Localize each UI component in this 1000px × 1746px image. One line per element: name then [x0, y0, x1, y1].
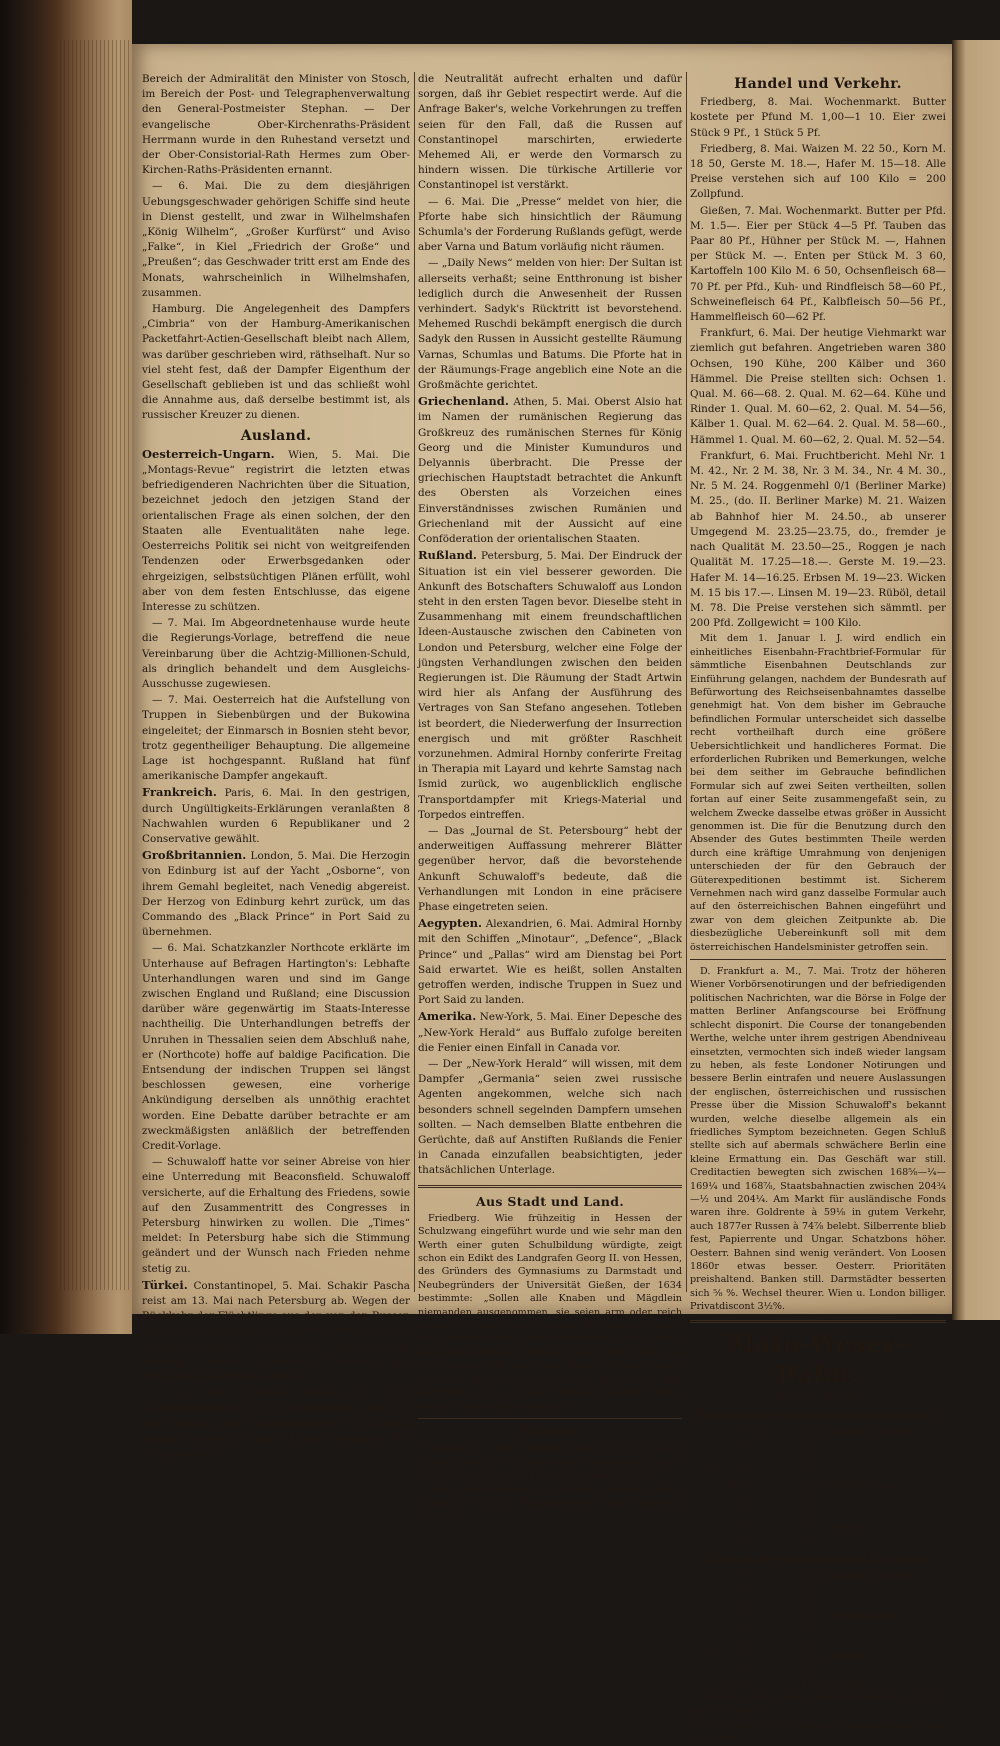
timetable-cell-hour: 9	[738, 1663, 746, 1676]
country-heading-russland: Rußland.	[418, 548, 477, 563]
timetable-cell-min: 51	[800, 1663, 814, 1676]
timetable-cell-mark	[708, 1677, 724, 1691]
column-left	[142, 72, 411, 1461]
article-paragraph: — 6. Mai. Die zu dem diesjährigen Uebungsgeschwader gehörigen Schiffe sind heute in Dienst gestellt, und zwar in Wilhelmshafen „König Wilhelm“, „Großer Kurfürst“ und Aviso „Falke“, in Kiel „Friedrich der Große“ und „Preußen“; das Geschwader tritt erst am Ende des Monats, wahrscheinlich in Wilhelmshafen, zusammen.	[142, 180, 410, 299]
article-paragraph: — Der „New-York Herald“ will wissen, mit dem Dampfer „Germania“ seien zwei russische Agenten angekommen, welche sich nach besonders schnell segelnden Dampfern umsehen sollten. — Nach demselben Blatte entbehren die Gerüchte, daß auf Anstiften Rußlands die Fenier in Canada einzufallen beabsichtigten, jeder thatsächlichen Unterlage.	[418, 1058, 682, 1177]
timetable-row	[708, 1534, 920, 1548]
timetable-cell-hour: 3	[738, 1425, 746, 1438]
timetable-row	[708, 1439, 920, 1453]
country-heading-tuerkei: Türkei.	[142, 1277, 188, 1292]
timetable-cell-min: 21	[800, 1609, 814, 1622]
timetable-cell-u: „	[751, 1452, 757, 1465]
timetable-cell-hour: 6	[738, 1438, 746, 1451]
timetable-cell-u: Uhr	[751, 1425, 772, 1438]
timetable-cell-hour: 7	[738, 1568, 746, 1581]
timetable-cell-u: „	[751, 1520, 757, 1533]
timetable-cell-mark	[708, 1609, 724, 1623]
section-divider	[418, 1418, 682, 1419]
country-heading-frankreich: Frankreich.	[142, 785, 217, 800]
timetable-cell-min: 34	[800, 1533, 814, 1546]
timetable-cell-label: „ Nachmittags,	[819, 1609, 899, 1622]
timetable-note: Die Züge mit 1 Stern sind Schnellzüge mit I. II. und III. Classe.	[690, 1691, 946, 1717]
timetable-cell-label: „	[819, 1622, 825, 1635]
timetable-cell-mark	[708, 1596, 724, 1610]
timetable-cell-u: „	[751, 1438, 757, 1451]
timetable-cell-hour: 9	[738, 1465, 746, 1478]
timetable-cell-hour: 3	[738, 1622, 746, 1635]
timetable-row	[708, 1493, 920, 1507]
timetable-cell-mark: **	[711, 1465, 722, 1478]
timetable-row	[708, 1637, 920, 1651]
article-paragraph: Wien, 5. Mai. Die „Montags-Revue“ registrirt die letzten etwas befriedigenderen Nachrichten über die Situation, bezeichnet jedoch den jetzigen Stand der orientalischen Frage als einen solchen, der den Staaten alle Eventualitäten nahe lege. Oesterreichs Politik sei nicht von weitgreifenden Tendenzen oder Erwerbsgedanken oder ehrgeizigen, selbstsüchtigen Plänen erfüllt, wohl aber von dem festen Entschlusse, das eigene Interesse zu schützen.	[142, 448, 410, 613]
book-binding-edge	[0, 0, 132, 1334]
timetable-cell-mark	[708, 1623, 724, 1637]
timetable-cell-u: „	[751, 1582, 757, 1595]
timetable-row	[708, 1609, 920, 1623]
section-divider	[690, 959, 946, 960]
timetable-cell-mark	[708, 1425, 724, 1439]
timetable-cell-min: 2	[806, 1465, 814, 1478]
timetable-title: Main-Weser-Bahn.	[728, 1328, 908, 1388]
country-heading-griechenland: Griechenland.	[418, 394, 509, 409]
timetable-cell-hour: 7	[738, 1520, 746, 1533]
timetable-cell-label: „ Nachmittags,	[819, 1479, 899, 1492]
timetable-cell-hour: 2	[738, 1493, 746, 1505]
column-right	[690, 72, 946, 1745]
timetable-cell-mark	[708, 1664, 724, 1678]
timetable-row	[708, 1677, 920, 1691]
timetable-cell-u: „	[751, 1650, 757, 1663]
article-paragraph: Friedberg. Wie frühzeitig in Hessen der Schulzwang eingeführt wurde und wie sehr man den Werth einer guten Schulbildung würdigte, zeigt schon ein Edikt des Landgrafen Georg II. von Hessen, des Gründers des Gymnasiums zu Darmstadt und Neubegründers der Universität Gießen, der 1634 bestimmte: „Sollen alle Knaben und Mägdlein niemanden ausgenommen, sie seien arm oder reich die nur das Alter erreicht haben, daß sie etwas fassen und behalten können, zum wenigsten so lange, bis sie lesen und schreiben können, in die Schule gehen, es wäre denn, daß einer bei seinen Kindern einen privatum praeceptorem hielte, der eben das verrichtete, was in der Schule gehandelt wird, welches ihnen wohl vergönnt ist.“	[418, 1212, 682, 1412]
timetable-row	[708, 1582, 920, 1596]
section-divider	[690, 1320, 946, 1323]
timetable-cell-label: Minuten Morgens,	[819, 1568, 918, 1581]
section-heading-allerlei: Allerlei.	[520, 1423, 580, 1439]
article-paragraph: Hamburg, 7. Mai. Gestern Abend 10½ Uhr ist die Pulver-Fabrik bei Schulau (unweit Blankenese) in die Luft geflogen. Es wurden zehn Personen vermißt.	[418, 1443, 682, 1481]
timetable-cell-u: „	[751, 1636, 757, 1649]
timetable-cell-hour: 7	[738, 1452, 746, 1465]
timetable-cell-label: „	[819, 1493, 825, 1505]
article-paragraph: — 7. Mai. Oesterreich hat die Aufstellung von Truppen in Siebenbürgen und der Bukowina eingeleitet; der Einmarsch in Bosnien steht bevor, trotz gegentheiliger Behauptung. Die allgemeine Lage ist hochgespannt. Rußland hat fünf amerikanische Dampfer angekauft.	[142, 694, 410, 783]
timetable-cell-hour: 5	[738, 1506, 746, 1519]
timetable-cell-min: 36	[800, 1479, 814, 1492]
timetable-cell-min: 39	[800, 1520, 814, 1533]
country-heading-oesterreich: Oesterreich-Ungarn.	[142, 446, 275, 461]
column-middle	[418, 72, 682, 1523]
market-report: Friedberg, 8. Mai. Wochenmarkt. Butter kostete per Pfund M. 1,00—1 10. Eier zwei Stück 9 Pf., 1 Stück 5 Pf.	[690, 96, 946, 139]
timetable-cell-label: Minuten Morgens,	[819, 1425, 918, 1438]
timetable-row	[708, 1479, 920, 1493]
timetable-cell-label: „	[819, 1663, 825, 1676]
market-report: Frankfurt, 6. Mai. Fruchtbericht. Mehl Nr. 1 M. 42., Nr. 2 M. 38, Nr. 3 M. 34., Nr. 4 M. 30., Nr. 5 M. 24. Roggenmehl 0/1 (Berliner Marke) M. 25., (do. II. Berliner Marke) M. 21. Waizen ab Bahnhof hier M. 24.50., ab unserer Umgegend M. 23.25—23.75, do., fremder je nach Qualität M. 23.50—25., Roggen je nach Qualität M. 17.25—18.—. Gerste M. 19.—23. Hafer M. 14—16.25. Erbsen M. 19—23. Wicken M. 15 bis 17.—. Linsen M. 19—23. Rüböl, detail M. 78. Die Preise verstehen sich sämmtl. per 200 Pfd. Zollgewicht = 100 Kilo.	[690, 449, 946, 630]
timetable-row	[708, 1520, 920, 1534]
timetable-cell-label: „	[819, 1636, 825, 1649]
article-paragraph: Posen. Die Rinderpest ist, außer in Radzwic, Kreis Gostynin, auch in Wladislawowo (Kreis Kalvarya) erloschen.	[418, 1484, 682, 1523]
timetable-cell-hour: 12	[732, 1677, 746, 1690]
timetable-cell-u: „	[751, 1479, 757, 1492]
timetable-cell-hour: 12	[732, 1479, 746, 1492]
timetable-cell-min: 32	[800, 1506, 814, 1519]
timetable-row	[708, 1650, 920, 1664]
timetable-cell-min: 56	[800, 1582, 814, 1595]
article-paragraph: New-York, 5. Mai. Einer Depesche des „New-York Herald“ aus Buffalo zufolge bereiten die Fenier einen Einfall in Canada vor.	[418, 1011, 682, 1054]
timetable-row	[708, 1569, 920, 1583]
timetable-cell-u: „	[751, 1595, 757, 1608]
article-paragraph: Alexandrien, 6. Mai. Admiral Hornby mit den Schiffen „Minotaur“, „Defence“, „Black Prince“ und „Pallas“ wird am Dienstag bei Port Said erwartet. Wie es heißt, sollen Anstalten getroffen werden, indische Truppen in Suez und Port Said zu landen.	[418, 918, 682, 1007]
timetable-row	[708, 1452, 920, 1466]
timetable-cell-u: „	[751, 1568, 757, 1581]
timetable-note: Die Züge mit 2 Stern sind Courierzüge mit I. und II. Classe.	[690, 1719, 946, 1745]
adjacent-page-fragment	[952, 40, 1000, 1320]
timetable-cell-min: 15	[800, 1677, 814, 1690]
article-paragraph: Petersburg, 5. Mai. Der Eindruck der Situation ist ein viel besserer geworden. Die Ankunft des Botschafters Schuwaloff aus London steht in den ersten Tagen bevor. Dieselbe steht in Zusammenhang mit einem freundschaftlichen Ideen-Austausche zwischen den Cabineten von London und Petersburg, welcher eine Folge der jüngsten Verhandlungen zwischen den beiden Regierungen ist. Die Räumung der Stadt Artwin wird hier als Anfang der Ausführung des Vertrages von San Stefano angesehen. Totleben ist beordert, die Niederwerfung der Insurrection energisch und mit größter Raschheit vorzunehmen. Admiral Hornby conferirte Freitag in Therapia mit Layard und kehrte Samstag nach Ismid zurück, wo augenblicklich englische Transportdampfer mit Kriegs-Material und Torpedos eintreffen.	[418, 550, 682, 821]
article-paragraph: Bereich der Admiralität den Minister von Stosch, im Bereich der Post- und Telegraphenverwaltung den General-Postmeister Stephan. — Der evangelische Ober-Kirchenraths-Präsident Herrmann wurde in den Ruhestand versetzt und der Ober-Consistorial-Rath Hermes zum Ober-Kirchen-Raths-Präsidenten ernannt.	[142, 73, 410, 177]
timetable-cell-label: „	[819, 1465, 825, 1478]
timetable-row	[708, 1596, 920, 1610]
market-report: Friedberg, 8. Mai. Waizen M. 22 50., Korn M. 18 50, Gerste M. 18.—, Hafer M. 15—18. Alle Preise verstehen sich auf 100 Kilo = 200 Zollpfund.	[690, 142, 946, 201]
section-divider	[418, 1185, 682, 1188]
section-heading-handel: Handel und Verkehr.	[734, 76, 902, 92]
article-paragraph: — 6. Mai. Schatzkanzler Northcote erklärte im Unterhause auf Befragen Hartington's: Lebhafte Unterhandlungen waren und sind im Gange zwischen England und Rußland; eine Discussion darüber wäre gegenwärtig im Staats-Interesse nachtheilig. Die Unterhandlungen betreffs der Unruhen in Thessalien seien dem Abschluß nahe, er (Northcote) hoffe auf baldige Pacification. Die Entsendung der indischen Truppen sei längst beschlossen gewesen, eine vorherige Ankündigung derselben als unnöthig erachtet worden. Eine Debatte darüber betrachte er am zweckmäßigsten anläßlich der betreffenden Credit-Vorlage.	[142, 942, 410, 1153]
timetable-cell-u: „	[751, 1533, 757, 1546]
timetable-heading-frankfurt: Züge in der Richtung nach Frankfurt.	[696, 1407, 940, 1422]
timetable-row	[708, 1466, 920, 1480]
article-paragraph: — „Daily News“ melden von hier: Der Sultan ist allerseits verhaßt; seine Entthronung ist bisher lediglich durch die Anwesenheit der Russen verhindert. Sadyk's Rücktritt ist bevorstehend. Mehemed Ruschdi bekämpft energisch die durch Sadyk den Russen in Aussicht gestellte Räumung Varnas, Schumlas und Batums. Die Pforte hat in der Räumungs-Frage angeblich eine Note an die Großmächte gerichtet.	[418, 257, 682, 392]
timetable-cell-label: „	[819, 1438, 825, 1451]
timetable-cell-min: 32	[800, 1636, 814, 1649]
column-rule	[686, 72, 687, 1292]
timetable-cell-hour: 7	[738, 1650, 746, 1663]
market-report: Gießen, 7. Mai. Wochenmarkt. Butter per Pfd. M. 1.5—. Eier per Stück 4—5 Pf. Tauben das Paar 80 Pf., Hühner per Stück M. —, Hahnen per Stück M. —. Enten per Stück M. 3 60, Kartoffeln 100 Kilo M. 6 50, Ochsenfleisch 68—70 Pf. per Pfd., Kuh- und Rindfleisch 58—60 Pf., Schweinefleisch 64 Pf., Kalbfleisch 50—56 Pf., Hammelfleisch 60—62 Pf.	[690, 204, 946, 324]
timetable-cell-u: „	[751, 1465, 757, 1478]
article-paragraph: — Das „Journal de St. Petersbourg“ hebt der anderweitigen Auffassung mehrerer Blätter gegenüber hervor, daß die bevorstehende Ankunft Schuwaloff's bedeute, daß die Verhandlungen mit London in eine präcisere Phase eingetreten seien.	[418, 824, 682, 913]
timetable-cell-label: „	[819, 1582, 825, 1595]
timetable-cell-mark	[708, 1637, 724, 1651]
timetable-cell-u: „	[751, 1622, 757, 1635]
page-stack-lines	[60, 40, 130, 1290]
timetable-cell-min: 52	[800, 1452, 814, 1465]
timetable-cell-label: „	[819, 1595, 825, 1608]
article-paragraph: London, 5. Mai. Die Herzogin von Edinburg ist auf der Yacht „Osborne“, von ihrem Gemahl begleitet, nach Venedig abgereist. Der Herzog von Edinburg kehrt zurück, um das Commando des „Black Prince“ in Port Said zu übernehmen.	[142, 850, 410, 939]
timetable-cell-mark	[708, 1479, 724, 1493]
market-report: Frankfurt, 6. Mai. Der heutige Viehmarkt war ziemlich gut befahren. Angetrieben waren 380 Ochsen, 190 Kühe, 200 Kälber und 360 Hämmel. Die Preise stellten sich: Ochsen 1. Qual. M. 66—68. 2. Qual. M. 62—64. Kühe und Rinder 1. Qual. M. 60—62, 2. Qual. M. 54—56, Kälber 1. Qual. M. 62—64. 2. Qual. M. 58—60., Hämmel 1. Qual. M. 60—62, 2. Qual. M. 52—54.	[690, 327, 946, 446]
article-paragraph: Constantinopel, 5. Mai. Schakir Pascha reist am 13. Mai nach Petersburg ab. Wegen der Rückkehr der Flüchtlinge aus den von den Russen außerhalb Bulgariens occupirten Orten ist eine russisch-türkische Convention abgeschlossen worden, wonach russische Truppen die Flüchtlinge escortiren werden.	[142, 1279, 411, 1384]
country-heading-aegypten: Aegypten.	[418, 916, 482, 931]
timetable-cell-mark: **	[711, 1650, 722, 1663]
timetable-cell-u: „	[751, 1663, 757, 1676]
country-heading-grossbritannien: Großbritannien.	[142, 848, 247, 863]
country-heading-amerika: Amerika.	[418, 1009, 477, 1024]
article-paragraph: — Schuwaloff hatte vor seiner Abreise von hier eine Unterredung mit Beaconsfield. Schuwaloff versicherte, auf die Erhaltung des Friedens, sowie auf den Zusammentritt des Congresses in Petersburg hinwirken zu wollen. Die „Times“ meldet: In Petersburg habe sich die Stimmung geändert und der Wunsch nach Frieden nehme stetig zu.	[142, 1156, 410, 1275]
timetable-cell-min: 39	[800, 1622, 814, 1635]
section-heading-stadt-und-land: Aus Stadt und Land.	[476, 1193, 624, 1209]
timetable-giessen	[708, 1569, 920, 1691]
timetable-frankfurt	[708, 1425, 920, 1547]
timetable-cell-min: 28	[800, 1568, 814, 1581]
timetable-row	[708, 1507, 920, 1521]
timetable-cell-min: 5	[806, 1438, 814, 1451]
column-rule	[414, 72, 415, 1292]
timetable-row	[708, 1664, 920, 1678]
timetable-row	[708, 1623, 920, 1637]
timetable-heading-giessen: Züge in der Richtung nach Gießen.	[704, 1551, 932, 1566]
timetable-cell-min: 57	[800, 1650, 814, 1663]
timetable-cell-label: „ Abends,	[819, 1650, 871, 1663]
timetable-cell-mark	[708, 1534, 724, 1548]
stock-exchange-report: D. Frankfurt a. M., 7. Mai. Trotz der höheren Wiener Vorbörsenotirungen und der befriedigenden politischen Nachrichten, war die Börse in Folge der matten Berliner Anfangscourse bei Eröffnung schlecht disponirt. Die Course der tonangebenden Werthe, welche unter ihrem gestrigen Abendniveau einsetzten, vermochten sich indeß wieder langsam zu heben, als feste Londoner Notirungen und bessere Berlin eintrafen und neuere Auslassungen der englischen, österreichischen und russischen Presse über die Mission Schuwaloff's bekannt wurden, welche dieselbe allgemein als ein friedliches Symptom bezeichneten. Gegen Schluß stellte sich auf abermals schwächere Berlin eine kleine Ermattung ein. Das Geschäft war still. Creditactien bewegten sich zwischen 168⅝—¼—169¼ und 168⅞, Staatsbahnactien zwischen 204¾—½ und 204¼. Am Markt für ausländische Fonds waren ihre. Goldrente à 59⅛ in gutem Verkehr, auch 1877er Russen à 74⅞ belebt. Silberrente blieb fest, Papierrente und Ungar. Schatzbons höher. Oesterr. Bahnen sind wenig verändert. Von Loosen 1860r etwas besser. Oesterr. Prioritäten preishaltend. Banken still. Darmstädter besserten sich ⅝ %. Wechsel theurer. Wien u. London billiger. Privatdiscont 3½%.	[690, 966, 946, 1313]
timetable-cell-hour: 2	[738, 1609, 746, 1622]
timetable-cell-label: „ Abends,	[819, 1520, 871, 1533]
timetable-cell-mark	[708, 1569, 724, 1583]
timetable-cell-hour: 8	[738, 1582, 746, 1595]
timetable-cell-min: 53	[800, 1595, 814, 1608]
article-paragraph: Hamburg. Die Angelegenheit des Dampfers „Cimbria“ von der Hamburg-Amerikanischen Packetfahrt-Actien-Gesellschaft bleibt nach Allem, was darüber geschrieben wird, räthselhaft. Nur so viel steht fest, daß der Dampfer Eigenthum der Gesellschaft geblieben ist und das schließt wohl die Annahme aus, daß derselbe bestimmt ist, als russischer Kreuzer zu dienen.	[142, 303, 410, 422]
timetable-cell-u: „	[751, 1609, 757, 1622]
article-paragraph: Paris, 6. Mai. In den gestrigen, durch Ungültigkeits-Erklärungen veranlaßten 8 Nachwahlen wurden 6 Republikaner und 2 Conservative gewählt.	[142, 787, 410, 845]
timetable-cell-mark	[708, 1439, 724, 1453]
section-heading-ausland: Ausland.	[240, 427, 312, 444]
timetable-cell-mark	[708, 1452, 724, 1466]
timetable-cell-hour: 10	[732, 1595, 746, 1608]
article-paragraph: die Neutralität aufrecht erhalten und dafür sorgen, daß ihr Gebiet respectirt werde. Auf die Anfrage Baker's, welche Vorkehrungen zu treffen seien für den Fall, daß die Russen auf Constantinopel marschirten, erwiederte Mehemed Ali, er werde den Vormarsch zu hindern wissen. Die türkische Artillerie vor Constantinopel ist verstärkt.	[418, 73, 682, 192]
timetable-cell-u: „	[751, 1493, 757, 1505]
timetable-cell-u: „	[751, 1506, 757, 1519]
article-paragraph: — 6. Mai. Die „Presse“ meldet von hier, die Pforte habe sich hinsichtlich der Räumung Schumla's der Forderung Rußlands gefügt, werde aber Varna und Batum vorläufig nicht räumen.	[418, 195, 682, 254]
article-paragraph: Athen, 5. Mai. Oberst Alsio hat im Namen der rumänischen Regierung das Großkreuz des rumänischen Sternes für König Georg und die Minister Kumunduros und Delyannis überbracht. Die Presse der griechischen Hauptstadt betrachtet die Ankunft des Obersten als Vorzeichen eines Einverständnisses zwischen Rumänien und Griechenland mit der Aussicht auf eine Conföderation der orientalischen Staaten.	[418, 396, 682, 546]
timetable-cell-min: 52	[800, 1493, 814, 1505]
timetable-cell-min: 52	[800, 1425, 814, 1438]
timetable-valid-from: Vom 15. Mai ab.	[774, 1389, 862, 1402]
timetable-cell-label: „	[819, 1506, 825, 1519]
timetable-cell-label: „ Nachts.	[819, 1677, 869, 1690]
newspaper-page	[132, 44, 952, 1745]
timetable-cell-hour: 6	[738, 1636, 746, 1649]
timetable-cell-mark	[708, 1493, 724, 1507]
timetable-cell-mark: *	[716, 1520, 722, 1533]
timetable-cell-mark: *	[716, 1582, 722, 1595]
timetable-cell-hour: 9	[738, 1533, 746, 1546]
timetable-cell-label: „	[819, 1452, 825, 1465]
railway-notice: Mit dem 1. Januar l. J. wird endlich ein einheitliches Eisenbahn-Frachtbrief-Formular für sämmtliche Eisenbahnen Deutschlands zur Einführung gelangen, nachdem der Bundesrath auf Befürwortung des Reichseisenbahnamtes dasselbe genehmigt hat. Von dem bisher im Gebrauche befindlichen Formular unterscheidet sich dasselbe recht vortheilhaft durch eine größere Uebersichtlichkeit und handlicheres Format. Die erforderlichen Rubriken und Bemerkungen, welche bei dem seither im Gebrauche befindlichen Formular sich auf zwei Seiten vertheilten, sollen fortan auf einer Seite zusammengefaßt sein, zu welchem Zwecke dasselbe etwas größer in Aussicht genommen ist. Die für die Benutzung durch den Absender des Gutes bestimmten Theile werden durch eine kräftige Umrahmung von denjenigen unterschieden der für den Gebrauch der Güterexpeditionen bestimmt ist. Sicherem Vernehmen nach wird ganz dasselbe Formular auch auf den österreichischen Bahnen eingeführt und zwar von dem gleichen Zeitpunkte ab. Die diesbezügliche Uebereinkunft soll mit dem österreichischen Handelsminister getroffen sein.	[690, 633, 946, 953]
timetable-cell-mark	[708, 1507, 724, 1521]
timetable-row	[708, 1425, 920, 1439]
article-paragraph: — 5. Mai. Chefket Pascha ist zum Commandirenden in der Herzegowina und Ali Saib Pascha zum Commandanten von Larissa ernannt worden. Sadyk Pascha erklärte, die Türkei werde	[142, 1387, 410, 1461]
timetable-cell-label: „	[819, 1533, 825, 1546]
article-paragraph: — 7. Mai. Im Abgeordnetenhause wurde heute die Regierungs-Vorlage, betreffend die neue Vereinbarung über die Achtzig-Millionen-Schuld, als dringlich behandelt und dem Ausgleichs-Ausschusse zugewiesen.	[142, 617, 410, 690]
timetable-cell-u: „	[751, 1677, 757, 1690]
